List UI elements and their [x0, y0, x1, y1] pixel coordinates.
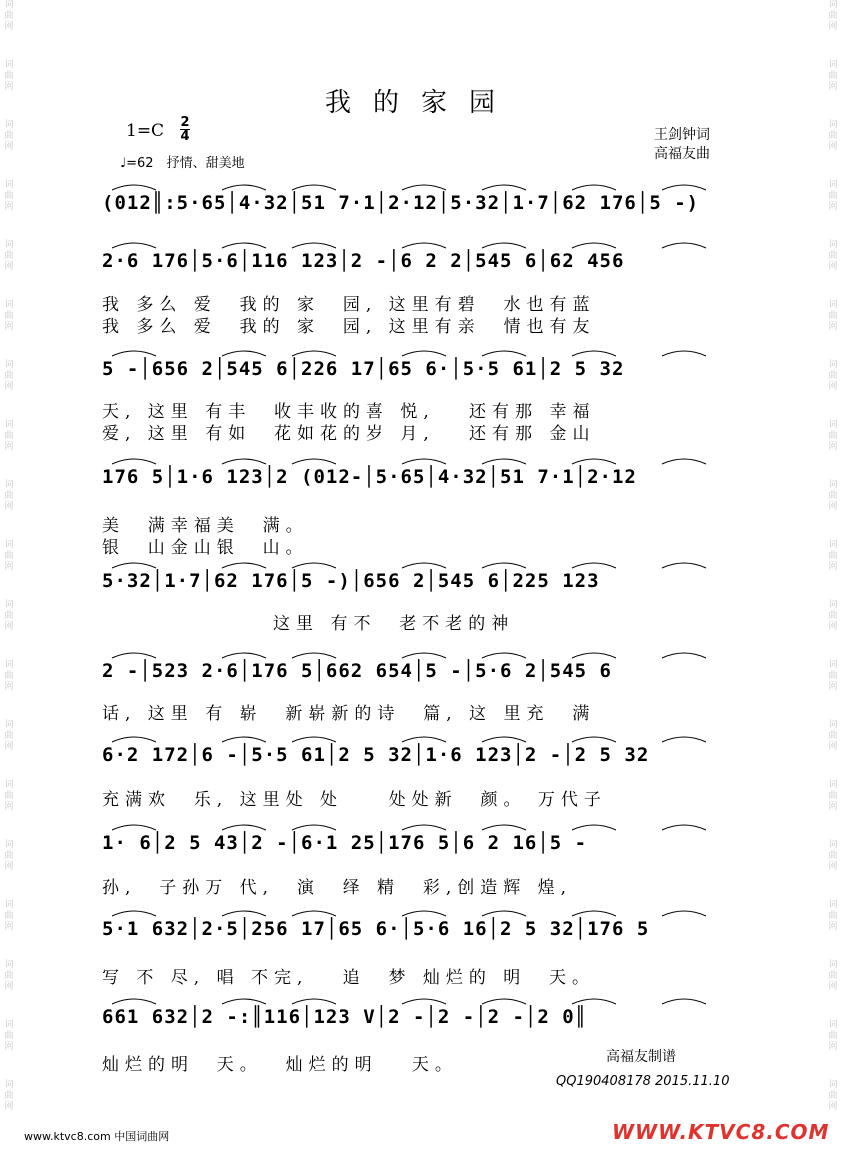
slur	[482, 563, 526, 568]
watermark-glyphs: 词 曲 网	[4, 1020, 14, 1052]
lyric-line: 灿烂的明 天。 灿烂的明 天。	[102, 1055, 458, 1075]
slur-marks	[102, 828, 742, 862]
slur	[482, 653, 526, 658]
lyric-line: 话, 这里 有 崭 新崭新的诗 篇, 这 里充 满	[102, 704, 596, 724]
slur	[482, 911, 526, 916]
watermark-glyphs: 词 曲 网	[828, 660, 838, 692]
watermark-glyphs: 词 曲 网	[4, 720, 14, 752]
slur	[482, 243, 526, 248]
slur	[292, 653, 336, 658]
watermark-glyphs: 词 曲 网	[4, 900, 14, 932]
watermark-glyphs: 词 曲 网	[4, 840, 14, 872]
slur	[292, 911, 336, 916]
slur	[662, 185, 706, 190]
score-row	[102, 188, 742, 222]
slur	[222, 653, 266, 658]
lyric-line: 我 多么 爱 我的 家 园, 这里有碧 水也有蓝	[102, 295, 596, 315]
watermark-glyphs: 词 曲 网	[828, 1020, 838, 1052]
watermark-glyphs: 词 曲 网	[828, 300, 838, 332]
slur	[482, 737, 526, 742]
notation-line: 5·1 632│2·5│256 17│65 6·│5·6 16│2 5 32│176 5	[102, 918, 650, 940]
notation-line: 661 632│2 -:║116│123 V│2 -│2 -│2 -│2 0║	[102, 1006, 588, 1028]
slur	[402, 459, 446, 464]
slur	[112, 185, 156, 190]
slur	[112, 911, 156, 916]
slur	[482, 825, 526, 830]
watermark-glyphs: 词 曲 网	[828, 540, 838, 572]
slur	[112, 737, 156, 742]
notation-line: 2 -│523 2·6│176 5│662 654│5 -│5·6 2│545 6	[102, 660, 612, 682]
score-row	[102, 740, 742, 774]
score-row	[102, 462, 742, 496]
slur	[112, 999, 156, 1004]
watermark-glyphs: 词 曲 网	[4, 240, 14, 272]
slur	[112, 653, 156, 658]
slur	[662, 999, 706, 1004]
slur	[572, 351, 616, 356]
slur	[572, 737, 616, 742]
slur	[402, 185, 446, 190]
slur-marks	[102, 656, 742, 690]
slur	[222, 563, 266, 568]
slur	[662, 351, 706, 356]
slur	[662, 459, 706, 464]
watermark-glyphs: 词 曲 网	[4, 1080, 14, 1112]
watermark-glyphs: 词 曲 网	[828, 720, 838, 752]
notation-line: 5·32│1·7│62 176│5 -)│656 2│545 6│225 123	[102, 570, 600, 592]
slur	[112, 459, 156, 464]
slur	[292, 459, 336, 464]
meter-top: 2	[180, 115, 190, 130]
slur	[112, 563, 156, 568]
watermark-glyphs: 词 曲 网	[828, 1080, 838, 1112]
slur	[222, 351, 266, 356]
slur	[572, 243, 616, 248]
score-row	[102, 828, 742, 862]
slur-marks	[102, 914, 742, 948]
watermark-glyphs: 词 曲 网	[828, 960, 838, 992]
watermark-glyphs: 词 曲 网	[4, 780, 14, 812]
slur	[662, 911, 706, 916]
watermark-glyphs: 词 曲 网	[4, 540, 14, 572]
watermark-glyphs: 词 曲 网	[4, 180, 14, 212]
song-title: 我的家园	[324, 88, 517, 118]
slur	[112, 825, 156, 830]
slur	[482, 351, 526, 356]
watermark-glyphs: 词 曲 网	[828, 360, 838, 392]
watermark-glyphs: 词 曲 网	[828, 840, 838, 872]
slur	[402, 825, 446, 830]
site-logo-right: WWW.KTVC8.COM	[612, 1120, 830, 1144]
slur	[222, 243, 266, 248]
score-row	[102, 1002, 742, 1036]
watermark-glyphs: 词 曲 网	[828, 0, 838, 32]
tempo-marking: ♩=62 抒情、甜美地	[120, 156, 245, 171]
slur	[662, 737, 706, 742]
score-row	[102, 566, 742, 600]
slur-marks	[102, 246, 742, 280]
notation-line: 6·2 172│6 -│5·5 61│2 5 32│1·6 123│2 -│2 5 32	[102, 744, 650, 766]
slur	[222, 825, 266, 830]
slur	[222, 459, 266, 464]
watermark-glyphs: 词 曲 网	[4, 0, 14, 32]
slur	[292, 243, 336, 248]
watermark-glyphs: 词 曲 网	[828, 600, 838, 632]
slur	[292, 737, 336, 742]
site-footer-left: www.ktvc8.com 中国词曲网	[24, 1130, 170, 1143]
slur	[222, 185, 266, 190]
key-signature: 1=C	[126, 121, 165, 141]
notation-line: 1· 6│2 5 43│2 -│6·1 25│176 5│6 2 16│5 -	[102, 832, 588, 854]
contact-date: QQ190408178 2015.11.10	[556, 1074, 730, 1089]
lyric-line: 我 多么 爱 我的 家 园, 这里有亲 情也有友	[102, 317, 596, 337]
watermark-glyphs: 词 曲 网	[828, 900, 838, 932]
watermark-glyphs: 词 曲 网	[828, 480, 838, 512]
slur	[662, 653, 706, 658]
slur	[222, 737, 266, 742]
score-row	[102, 914, 742, 948]
watermark-glyphs: 词 曲 网	[828, 60, 838, 92]
composer-credit: 高福友曲	[654, 146, 710, 162]
slur	[222, 999, 266, 1004]
lyric-line: 美 满幸福美 满。	[102, 516, 309, 536]
slur	[572, 185, 616, 190]
slur	[402, 563, 446, 568]
slur	[292, 351, 336, 356]
notation-line: 5 -│656 2│545 6│226 17│65 6·│5·5 61│2 5 32	[102, 358, 625, 380]
slur	[292, 185, 336, 190]
slur	[572, 563, 616, 568]
lyric-line: 孙, 子孙万 代, 演 绎 精 彩,创造辉 煌,	[102, 878, 573, 898]
watermark-glyphs: 词 曲 网	[4, 300, 14, 332]
slur	[662, 825, 706, 830]
watermark-glyphs: 词 曲 网	[4, 660, 14, 692]
slur	[402, 999, 446, 1004]
slur	[662, 563, 706, 568]
score-row	[102, 246, 742, 280]
watermark-glyphs: 词 曲 网	[4, 420, 14, 452]
slur-marks	[102, 462, 742, 496]
slur	[292, 825, 336, 830]
watermark-column-right	[826, 0, 840, 1140]
slur-marks	[102, 740, 742, 774]
slur	[482, 185, 526, 190]
score-row	[102, 354, 742, 388]
slur	[482, 459, 526, 464]
slur	[572, 459, 616, 464]
transcriber-credit: 高福友制谱	[606, 1049, 676, 1065]
watermark-glyphs: 词 曲 网	[4, 60, 14, 92]
lyric-line: 这里 有不 老不老的神	[102, 614, 515, 634]
notation-line: (012║:5·65│4·32│51 7·1│2·12│5·32│1·7│62 176│5 -)	[102, 192, 700, 214]
watermark-glyphs: 词 曲 网	[4, 120, 14, 152]
watermark-glyphs: 词 曲 网	[828, 780, 838, 812]
slur	[572, 911, 616, 916]
notation-line: 176 5│1·6 123│2 (012-│5·65│4·32│51 7·1│2·12	[102, 466, 637, 488]
watermark-glyphs: 词 曲 网	[4, 480, 14, 512]
credits	[654, 126, 710, 164]
time-signature	[180, 116, 190, 143]
watermark-glyphs: 词 曲 网	[828, 180, 838, 212]
slur	[402, 351, 446, 356]
score-row	[102, 656, 742, 690]
watermark-column-left	[2, 0, 16, 1140]
notation-line: 2·6 176│5·6│116 123│2 -│6 2 2│545 6│62 456	[102, 250, 625, 272]
lyric-line: 充满欢 乐, 这里处 处 处处新 颜。 万代子	[102, 790, 607, 810]
slur	[572, 825, 616, 830]
lyric-line: 爱, 这里 有如 花如花的岁 月, 还有那 金山	[102, 424, 596, 444]
slur	[402, 737, 446, 742]
watermark-glyphs: 词 曲 网	[828, 240, 838, 272]
meter-bottom: 4	[180, 129, 190, 144]
slur	[402, 653, 446, 658]
lyric-line: 银 山金山银 山。	[102, 538, 309, 558]
slur	[222, 911, 266, 916]
slur-marks	[102, 188, 742, 222]
slur-marks	[102, 566, 742, 600]
slur	[112, 351, 156, 356]
slur	[572, 999, 616, 1004]
slur	[402, 243, 446, 248]
slur	[112, 243, 156, 248]
slur	[482, 999, 526, 1004]
slur	[572, 653, 616, 658]
slur	[402, 911, 446, 916]
watermark-glyphs: 词 曲 网	[4, 960, 14, 992]
watermark-glyphs: 词 曲 网	[4, 600, 14, 632]
slur	[292, 999, 336, 1004]
lyric-line: 写 不 尽, 唱 不完, 追 梦 灿烂的 明 天。	[102, 968, 596, 988]
watermark-glyphs: 词 曲 网	[828, 120, 838, 152]
watermark-glyphs: 词 曲 网	[4, 360, 14, 392]
slur-marks	[102, 1002, 742, 1036]
slur	[292, 563, 336, 568]
slur	[662, 243, 706, 248]
lyricist-credit: 王剑钟词	[654, 127, 710, 143]
slur-marks	[102, 354, 742, 388]
watermark-glyphs: 词 曲 网	[828, 420, 838, 452]
lyric-line: 天, 这里 有丰 收丰收的喜 悦, 还有那 幸福	[102, 402, 596, 422]
